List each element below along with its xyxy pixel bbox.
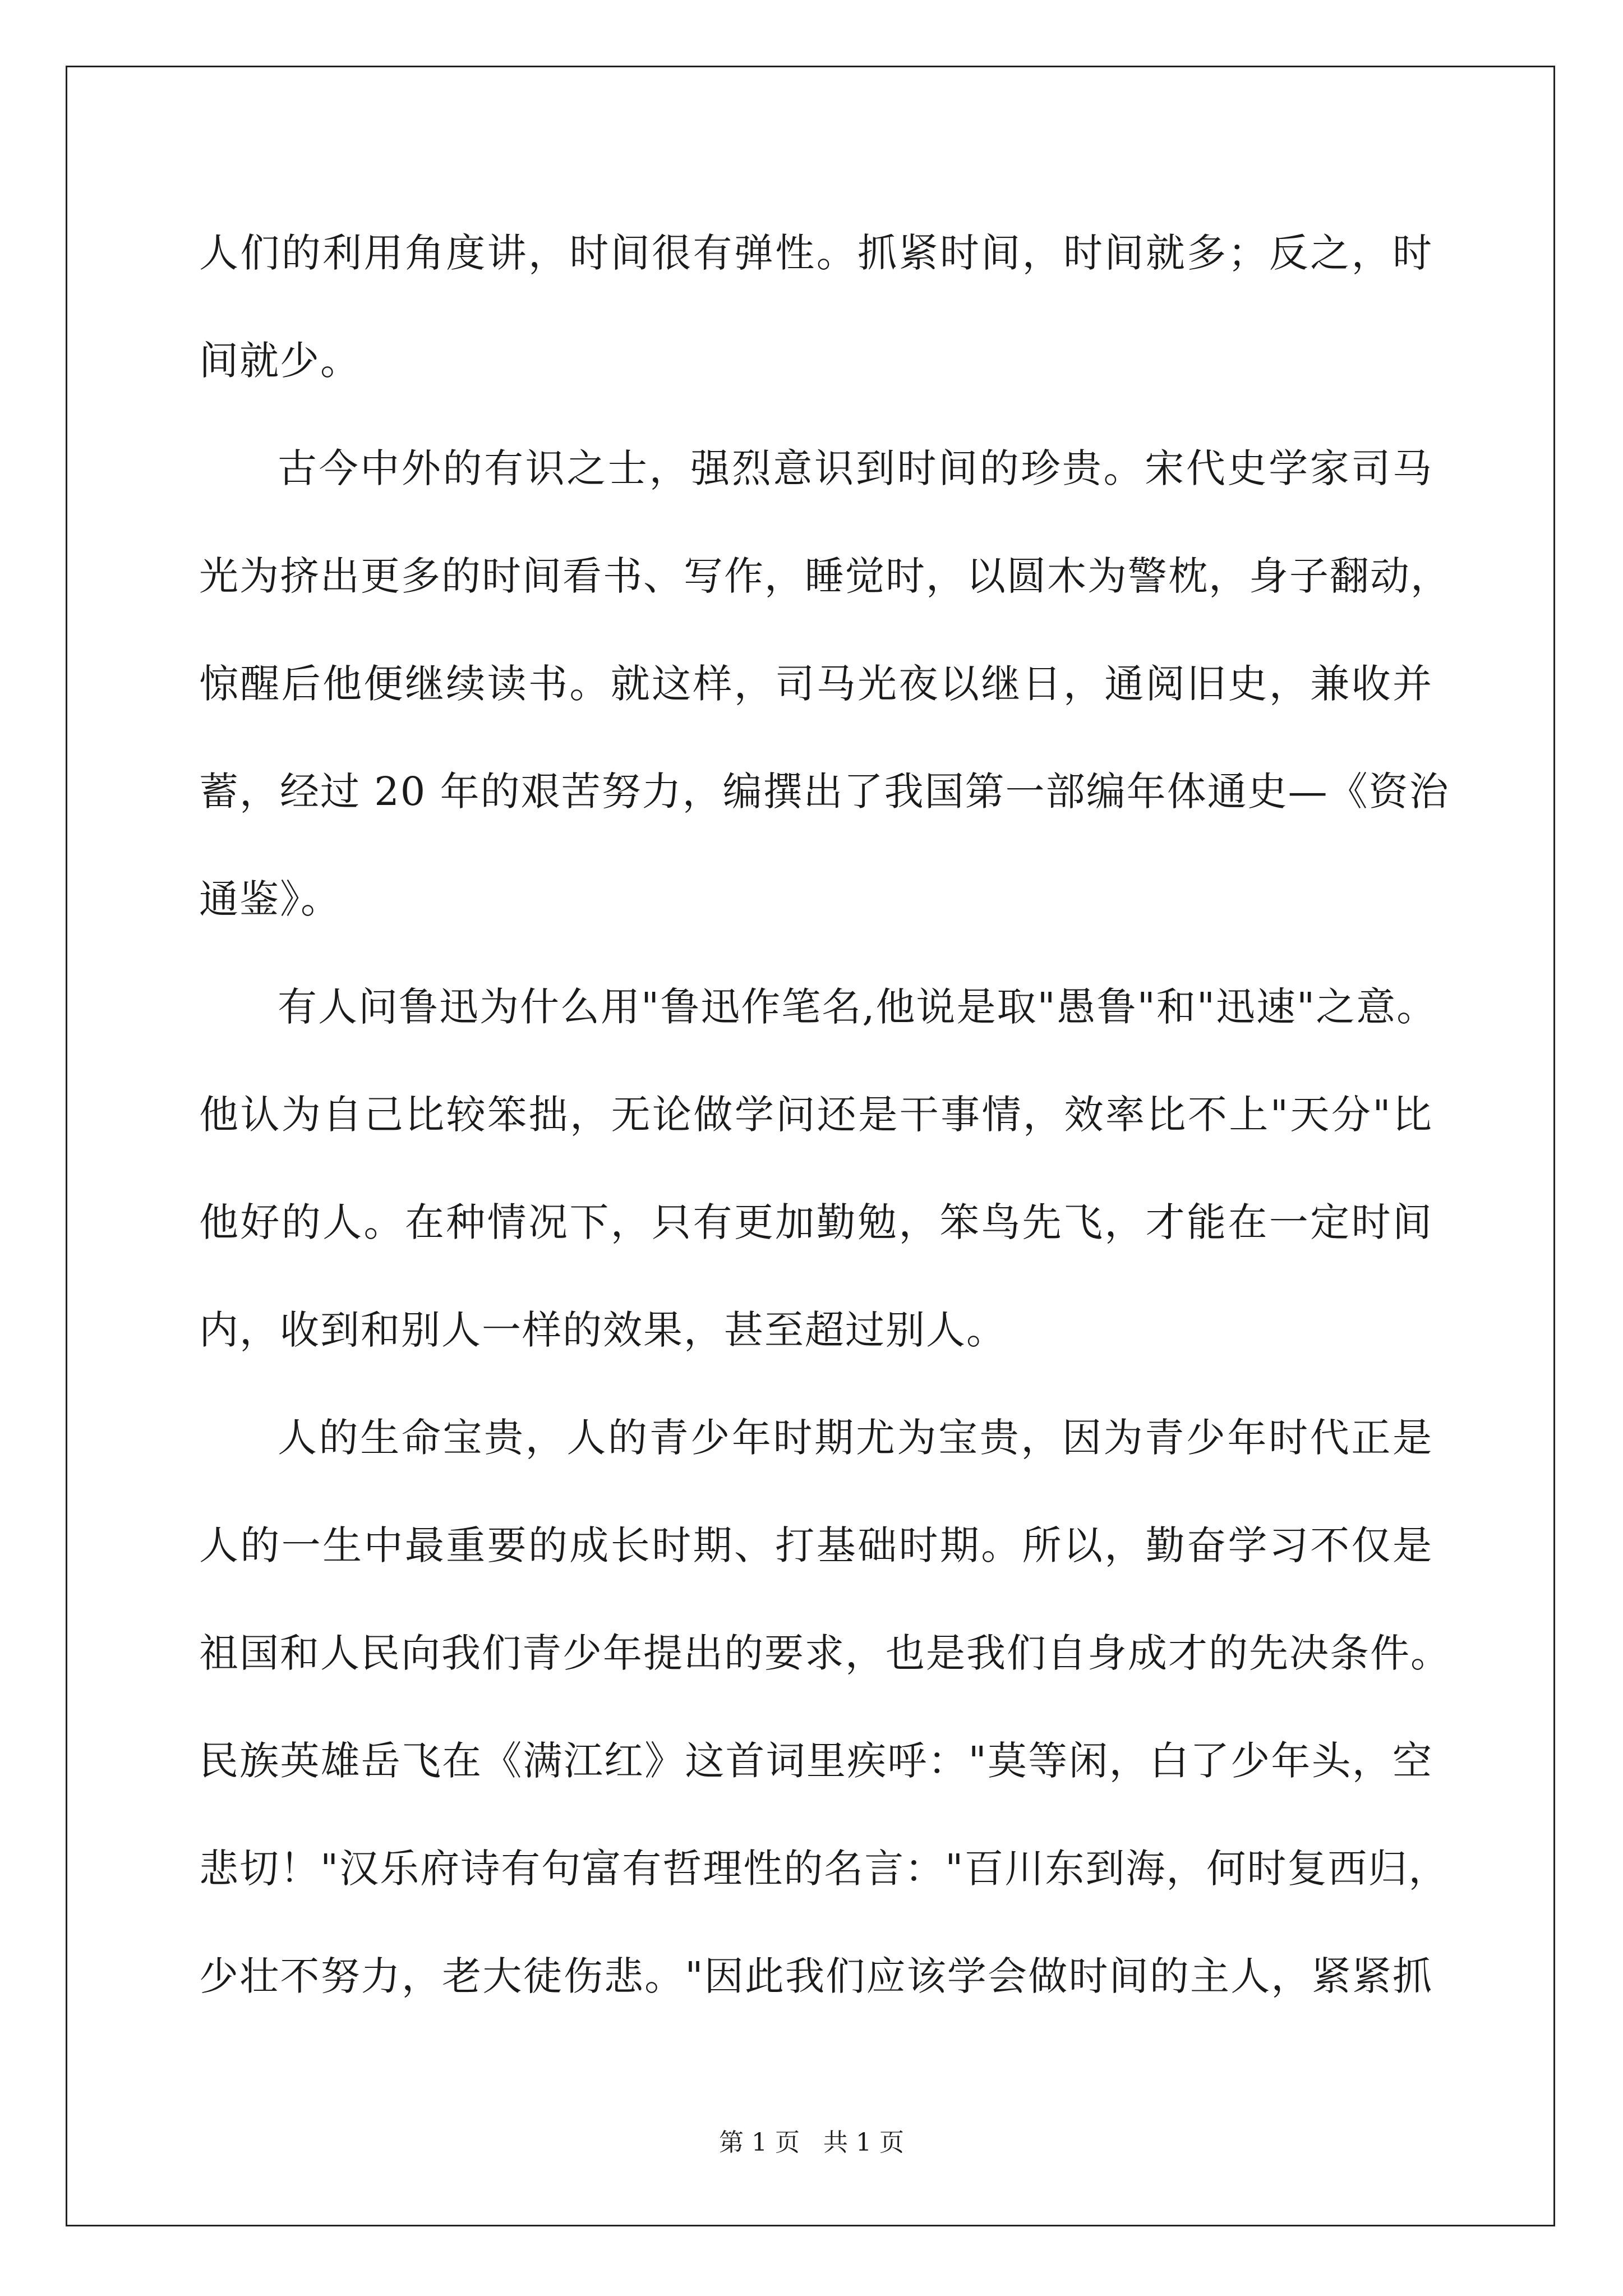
- text-line: 少壮不努力，老大徒伤悲。"因此我们应该学会做时间的主人，紧紧抓: [199, 1953, 1433, 1999]
- text-line: 蓄，经过 20 年的艰苦努力，编撰出了我国第一部编年体通史—《资治: [199, 769, 1450, 815]
- text-line: 他认为自己比较笨拙，无论做学问还是干事情，效率比不上"天分"比: [199, 1092, 1433, 1138]
- paragraph-first-line: 人的生命宝贵，人的青少年时期尤为宝贵，因为青少年时代正是: [278, 1415, 1433, 1461]
- text-line: 内，收到和别人一样的效果，甚至超过别人。: [199, 1307, 1007, 1353]
- text-line: 间就少。: [199, 338, 361, 384]
- page-number-footer: 第 1 页 共 1 页: [719, 2128, 904, 2157]
- text-line: 人的一生中最重要的成长时期、打基础时期。所以，勤奋学习不仅是: [199, 1522, 1433, 1568]
- text-line: 他好的人。在种情况下，只有更加勤勉，笨鸟先飞，才能在一定时间: [199, 1199, 1433, 1245]
- text-line: 光为挤出更多的时间看书、写作，睡觉时，以圆木为警枕，身子翻动，: [199, 553, 1451, 599]
- text-line: 民族英雄岳飞在《满江红》这首词里疾呼："莫等闲，白了少年头，空: [199, 1738, 1433, 1784]
- text-line: 祖国和人民向我们青少年提出的要求，也是我们自身成才的先决条件。: [199, 1630, 1451, 1676]
- document-body: [199, 199, 1451, 2030]
- text-line: 人们的利用角度讲，时间很有弹性。抓紧时间，时间就多；反之，时: [199, 230, 1433, 276]
- paragraph-first-line: 古今中外的有识之士，强烈意识到时间的珍贵。宋代史学家司马: [278, 445, 1433, 491]
- text-line: 通鉴》。: [199, 876, 341, 922]
- paragraph-first-line: 有人问鲁迅为什么用"鲁迅作笔名,他说是取"愚鲁"和"迅速"之意。: [278, 984, 1437, 1030]
- text-line: 悲切！"汉乐府诗有句富有哲理性的名言："百川东到海，何时复西归，: [199, 1846, 1449, 1892]
- text-line: 惊醒后他便继续读书。就这样，司马光夜以继日，通阅旧史，兼收并: [199, 661, 1433, 707]
